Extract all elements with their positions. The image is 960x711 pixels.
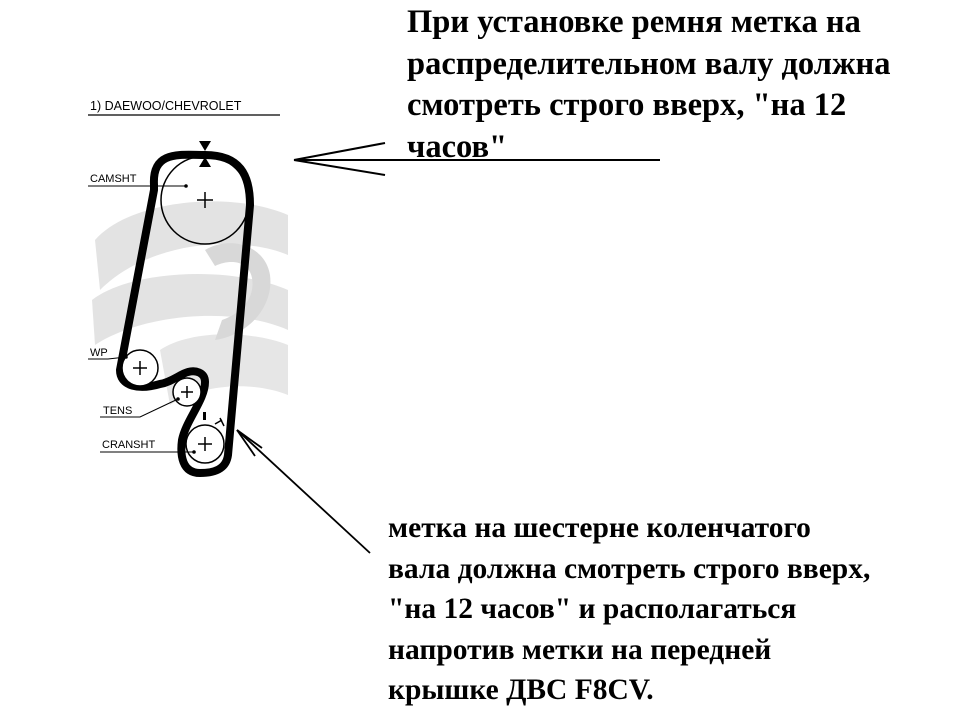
diagram-title: 1) DAEWOO/CHEVROLET: [90, 99, 242, 113]
crankshaft-annotation-arrow: [237, 430, 370, 553]
camshaft-mark-note: При установке ремня метка на распределительном валу должна смотреть строго вверх, "на 12 часов": [407, 4, 891, 165]
label-camshaft: CAMSHT: [90, 173, 137, 185]
label-tensioner: TENS: [103, 405, 133, 417]
label-crankshaft: CRANSHT: [102, 439, 156, 451]
crankshaft-mark-note: метка на шестерне коленчатого вала должна смотреть строго вверх, "на 12 часов" и располагаться напротив метки на передней крышке ДВС F8CV.: [388, 512, 871, 706]
label-water-pump: WP: [90, 347, 108, 359]
